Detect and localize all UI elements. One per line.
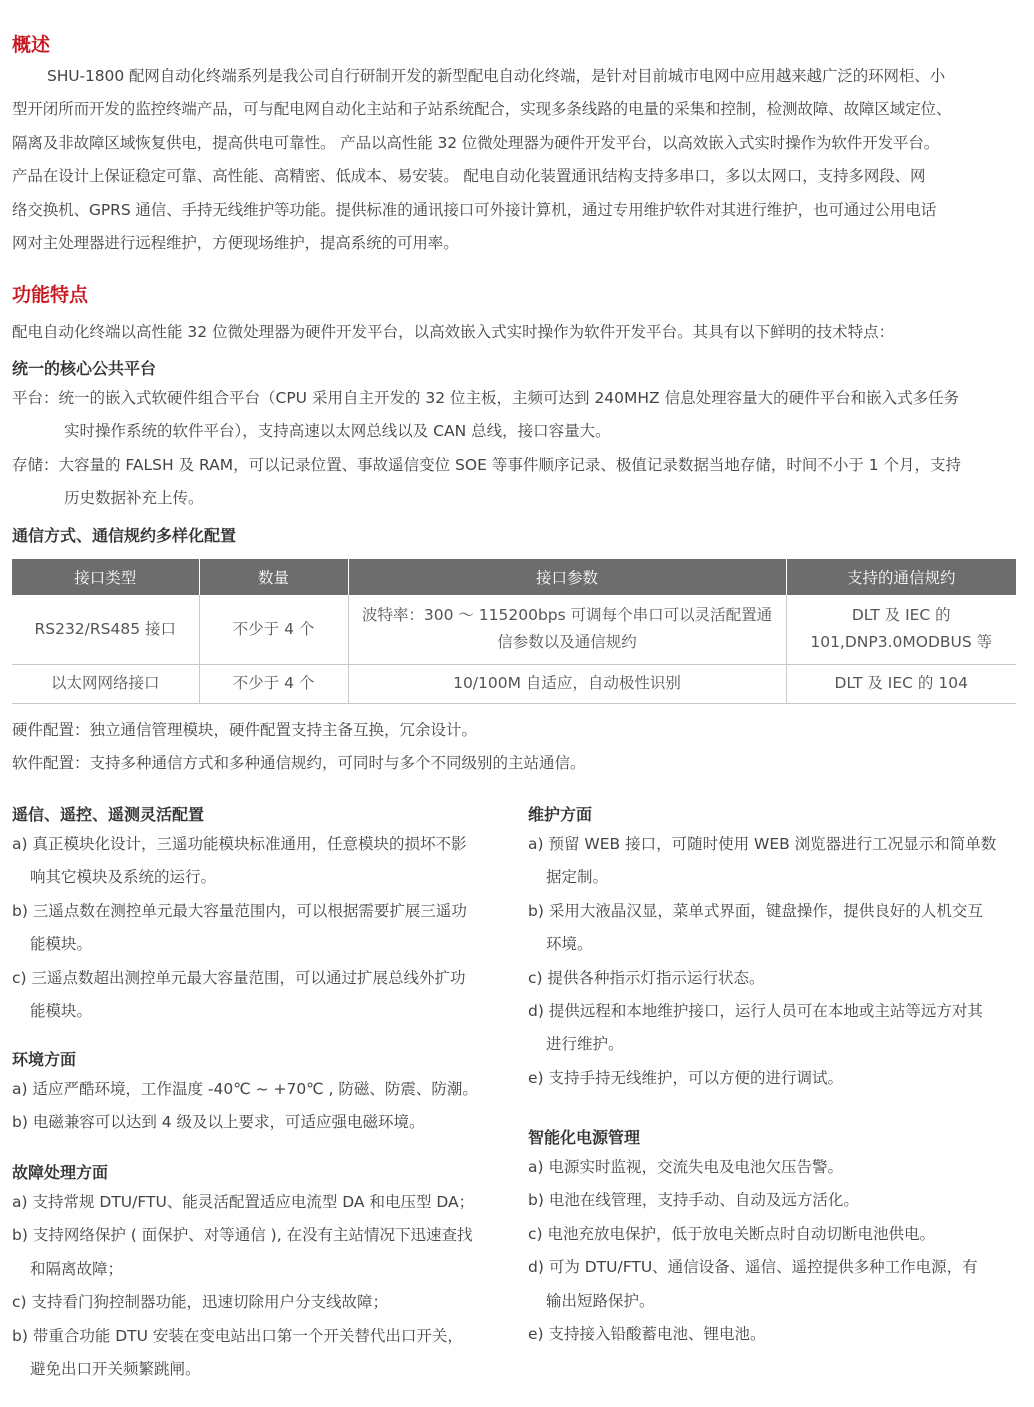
overview-line: SHU-1800 配网自动化终端系列是我公司自行研制开发的新型配电自动化终端，是针对目前城市电网中应用越来越广泛的环网柜、小 xyxy=(47,67,946,85)
list-item xyxy=(12,1219,504,1286)
list-item-line: d) 可为 DTU/FTU、通信设备、遥信、遥控提供多种工作电源，有 xyxy=(528,1258,978,1277)
power-heading: 智能化电源管理 xyxy=(528,1128,641,1147)
list-item-line: c) 电池充放电保护，低于放电关断点时自动切断电池供电。 xyxy=(528,1224,935,1243)
list-item-cont: 避免出口开关频繁跳闸。 xyxy=(30,1360,201,1379)
list-item xyxy=(528,895,1020,962)
list-item-line: a) 真正模块化设计，三遥功能模块标准通用，任意模块的损坏不影 xyxy=(12,835,467,853)
table-cell-line: 波特率：300 ～ 115200bps 可调每个串口可以灵活配置通 xyxy=(361,606,773,625)
table-cell: RS232/RS485 接口 xyxy=(12,595,199,664)
list-item xyxy=(528,995,1020,1062)
table-cell: 以太网网络接口 xyxy=(12,664,199,703)
overview-line: 网对主处理器进行远程维护，方便现场维护，提高系统的可用率。 xyxy=(12,234,459,253)
remote-heading: 遥信、遥控、遥测灵活配置 xyxy=(12,805,205,824)
hardware-config: 硬件配置：独立通信管理模块，硬件配置支持主备互换，冗余设计。 xyxy=(12,721,478,739)
list-item xyxy=(12,828,504,895)
list-item-cont: 能模块。 xyxy=(30,935,93,954)
list-item-line: b) 电池在线管理，支持手动、自动及远方活化。 xyxy=(528,1191,859,1210)
fault-heading: 故障处理方面 xyxy=(12,1163,109,1182)
platform-line: 平台：统一的嵌入式软硬件组合平台（CPU 采用自主开发的 32 位主板，主频可达到 240MHZ 信息处理容量大的硬件平台和嵌入式多任务 xyxy=(12,389,960,407)
table-cell: 不少于 4 个 xyxy=(199,664,348,703)
list-item xyxy=(528,1251,1020,1318)
list-item xyxy=(12,962,504,1029)
list-item-cont: 输出短路保护。 xyxy=(546,1291,655,1310)
list-item-line: c) 三遥点数超出测控单元最大容量范围，可以通过扩展总线外扩功 xyxy=(12,968,466,987)
table-header-cell: 支持的通信规约 xyxy=(786,559,1016,595)
list-item-cont: 进行维护。 xyxy=(546,1035,624,1054)
list-item xyxy=(528,1062,1020,1095)
list-item-cont: 和隔离故障； xyxy=(30,1259,124,1278)
table-cell-line: 信参数以及通信规约 xyxy=(497,633,637,652)
table-cell: 不少于 4 个 xyxy=(199,595,348,664)
list-item xyxy=(12,1186,504,1219)
list-item: a) 适应严酷环境，工作温度 -40℃ ~ +70℃ , 防磁、防震、防潮。 xyxy=(12,1080,478,1098)
list-item-line: e) 支持手持无线维护，可以方便的进行调试。 xyxy=(528,1068,844,1087)
table-cell-line: 101,DNP3.0MODBUS 等 xyxy=(810,633,993,652)
list-item xyxy=(528,1218,1020,1251)
list-item-line: c) 支持看门狗控制器功能，迅速切除用户分支线故障； xyxy=(12,1293,388,1312)
list-item-line: a) 预留 WEB 接口，可随时使用 WEB 浏览器进行工况显示和简单数 xyxy=(528,835,997,853)
env-list xyxy=(12,1073,504,1140)
remote-list xyxy=(12,828,504,1028)
features-intro: 配电自动化终端以高性能 32 位微处理器为硬件开发平台，以高效嵌入式实时操作为软件开发平台。其具有以下鲜明的技术特点： xyxy=(12,323,895,341)
storage-line: 存储：大容量的 FALSH 及 RAM，可以记录位置、事故遥信变位 SOE 等事件顺序记录、极值记录数据当地存储，时间不小于 1 个月，支持 xyxy=(12,456,962,474)
list-item-cont: 响其它模块及系统的运行。 xyxy=(30,868,217,887)
platform-heading: 统一的核心公共平台 xyxy=(12,359,157,378)
list-item: b) 电磁兼容可以达到 4 级及以上要求，可适应强电磁环境。 xyxy=(12,1113,425,1132)
table-cell xyxy=(786,595,1016,664)
table-cell: 10/100M 自适应，自动极性识别 xyxy=(348,664,786,703)
list-item-line: a) 电源实时监视，交流失电及电池欠压告警。 xyxy=(528,1158,843,1176)
table-cell xyxy=(348,595,786,664)
table-header-cell: 接口类型 xyxy=(12,559,199,595)
table-row xyxy=(12,664,1016,703)
table-cell: DLT 及 IEC 的 104 xyxy=(786,664,1016,703)
list-item xyxy=(12,1320,504,1387)
table-header-cell: 数量 xyxy=(199,559,348,595)
platform-item xyxy=(12,382,1020,449)
fault-list xyxy=(12,1186,504,1386)
list-item-line: e) 支持接入铅酸蓄电池、锂电池。 xyxy=(528,1325,766,1344)
list-item-line: b) 支持网络保护 ( 面保护、对等通信 ), 在没有主站情况下迅速查找 xyxy=(12,1226,473,1245)
list-item xyxy=(528,962,1020,995)
overview-line: 产品在设计上保证稳定可靠、高性能、高精密、低成本、易安装。 配电自动化装置通讯结构支持多串口，多以太网口，支持多网段、网 xyxy=(12,167,926,186)
table-row xyxy=(12,595,1016,664)
list-item-line: b) 采用大液晶汉显，菜单式界面，键盘操作，提供良好的人机交互 xyxy=(528,901,983,920)
overview-line: 络交换机、GPRS 通信、手持无线维护等功能。提供标准的通讯接口可外接计算机，通过专用维护软件对其进行维护，也可通过公用电话 xyxy=(12,200,937,219)
list-item xyxy=(528,1151,1020,1184)
list-item-line: a) 支持常规 DTU/FTU、能灵活配置适应电流型 DA 和电压型 DA； xyxy=(12,1193,475,1211)
comm-heading: 通信方式、通信规约多样化配置 xyxy=(12,526,237,545)
list-item-line: c) 提供各种指示灯指示运行状态。 xyxy=(528,968,765,987)
list-item-cont: 能模块。 xyxy=(30,1002,93,1021)
list-item-line: d) 提供远程和本地维护接口，运行人员可在本地或主站等远方对其 xyxy=(528,1002,983,1021)
table-header-cell: 接口参数 xyxy=(348,559,786,595)
maint-heading: 维护方面 xyxy=(528,805,593,824)
list-item xyxy=(528,1184,1020,1217)
env-heading: 环境方面 xyxy=(12,1050,77,1069)
list-item-line: b) 三遥点数在测控单元最大容量范围内，可以根据需要扩展三遥功 xyxy=(12,901,467,920)
storage-line-cont: 历史数据补充上传。 xyxy=(64,489,204,508)
platform-line-cont: 实时操作系统的软件平台），支持高速以太网总线以及 CAN 总线，接口容量大。 xyxy=(64,422,611,441)
table-header-row xyxy=(12,559,1016,595)
list-item xyxy=(12,1286,504,1319)
features-heading: 功能特点 xyxy=(12,284,89,306)
interface-table xyxy=(12,559,1016,704)
overview-heading: 概述 xyxy=(12,34,51,56)
overview-line: 型开闭所而开发的监控终端产品，可与配电网自动化主站和子站系统配合，实现多条线路的电量的采集和控制，检测故障、故障区域定位、 xyxy=(12,100,952,119)
storage-item xyxy=(12,449,1020,516)
overview-line: 隔离及非故障区域恢复供电，提高供电可靠性。 产品以高性能 32 位微处理器为硬件开发平台，以高效嵌入式实时操作为软件开发平台。 xyxy=(12,133,940,152)
power-list xyxy=(528,1151,1020,1351)
table-cell-line: DLT 及 IEC 的 xyxy=(851,606,951,625)
list-item-cont: 据定制。 xyxy=(546,868,609,887)
list-item-cont: 环境。 xyxy=(546,935,593,954)
overview-paragraph xyxy=(12,60,1020,260)
list-item xyxy=(528,828,1020,895)
list-item-line: b) 带重合功能 DTU 安装在变电站出口第一个开关替代出口开关， xyxy=(12,1326,463,1345)
list-item xyxy=(12,895,504,962)
maint-list xyxy=(528,828,1020,1095)
list-item xyxy=(528,1318,1020,1351)
software-config: 软件配置：支持多种通信方式和多种通信规约，可同时与多个不同级别的主站通信。 xyxy=(12,754,586,772)
